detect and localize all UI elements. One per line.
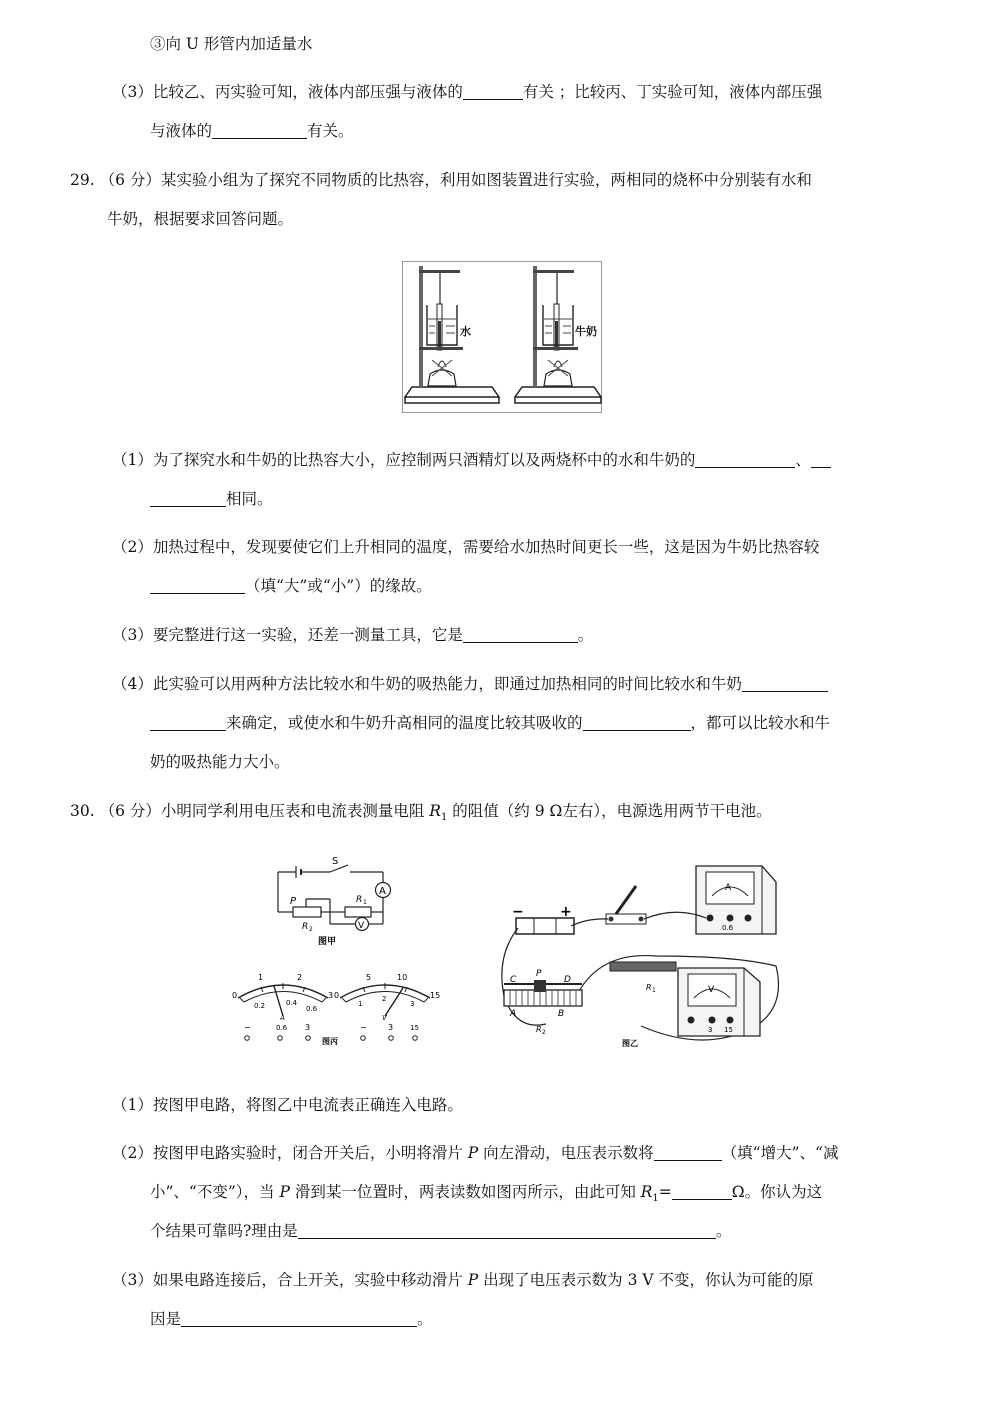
- svg-text:0.2: 0.2: [254, 1002, 266, 1010]
- q29-part1-line2: 相同。: [150, 488, 273, 510]
- q29-part3: （3）要完整进行这一实验，还差一测量工具，它是 。: [112, 626, 594, 644]
- answer-blank[interactable]: [150, 714, 226, 731]
- svg-text:0.6: 0.6: [276, 1024, 288, 1032]
- svg-text:+: +: [560, 904, 572, 920]
- answer-blank[interactable]: [583, 714, 691, 731]
- svg-text:0.6: 0.6: [722, 924, 734, 932]
- answer-blank[interactable]: [811, 451, 831, 468]
- svg-text:A: A: [379, 886, 386, 897]
- svg-text:V: V: [358, 921, 365, 931]
- sliding-rheostat: [504, 969, 582, 1036]
- knife-switch: [606, 886, 646, 924]
- svg-text:15: 15: [430, 991, 441, 1000]
- svg-text:−: −: [244, 1023, 251, 1032]
- svg-text:3: 3: [305, 1023, 311, 1032]
- figure-caption-jia: 图甲: [318, 937, 337, 947]
- svg-text:2: 2: [542, 1029, 546, 1036]
- voltmeter-device: [678, 968, 760, 1036]
- q30-part1: （1）按图甲电路，将图乙中电流表正确连入电路。: [112, 1096, 463, 1114]
- svg-text:0.6: 0.6: [306, 1005, 318, 1013]
- q28-part3-line1: （3）比较乙、丙实验可知，液体内部压强与液体的 有关 ；比较丙、丁实验可知，液体内部压强: [112, 83, 823, 101]
- q30-part2-line1: （2）按图甲电路实验时，闭合开关后，小明将滑片 P 向左滑动，电压表示数将 （填“增大”、“减: [112, 1144, 839, 1162]
- voltmeter-dial: [334, 973, 440, 1040]
- svg-text:1: 1: [258, 973, 264, 982]
- answer-blank[interactable]: [463, 626, 578, 643]
- svg-text:2: 2: [382, 995, 387, 1003]
- svg-text:2: 2: [297, 973, 303, 982]
- figure-caption-bing: 图丙: [322, 1037, 338, 1046]
- wiring-photo-figure: [476, 856, 788, 1056]
- ammeter-needle: [274, 986, 283, 1016]
- svg-text:R: R: [536, 1025, 542, 1034]
- q29-part4-line1: （4）此实验可以用两种方法比较水和牛奶的吸热能力，即通过加热相同的时间比较水和牛奶: [112, 673, 828, 695]
- svg-text:A: A: [725, 883, 732, 893]
- meter-readings-figure: [226, 968, 448, 1048]
- svg-text:V: V: [382, 1014, 387, 1022]
- svg-text:2: 2: [309, 926, 313, 933]
- svg-text:P: P: [536, 969, 542, 979]
- answer-blank[interactable]: [695, 451, 795, 468]
- svg-text:10: 10: [397, 973, 408, 982]
- answer-blank[interactable]: [742, 675, 828, 692]
- answer-blank[interactable]: [654, 1144, 722, 1161]
- heating-apparatus-figure: [402, 261, 602, 413]
- answer-blank[interactable]: [672, 1183, 732, 1200]
- svg-text:−: −: [360, 1023, 367, 1032]
- answer-blank[interactable]: [150, 490, 226, 507]
- svg-text:A: A: [510, 1009, 517, 1019]
- q29-part2-line1: （2）加热过程中，发现要使它们上升相同的温度，需要给水加热时间更长一些，这是因为牛奶比热容较: [112, 538, 820, 556]
- svg-text:R: R: [646, 983, 652, 992]
- ammeter-device: [696, 866, 776, 934]
- svg-text:15: 15: [724, 1026, 733, 1034]
- svg-text:3: 3: [328, 991, 334, 1000]
- answer-blank[interactable]: [298, 1222, 716, 1239]
- svg-text:−: −: [512, 904, 524, 920]
- q29-stem-line1: 29. （6 分）某实验小组为了探究不同物质的比热容，利用如图装置进行实验，两相同的烧杯中分别装有水和: [70, 171, 812, 189]
- svg-text:B: B: [558, 1009, 565, 1019]
- svg-text:R: R: [302, 922, 309, 932]
- svg-text:1: 1: [358, 1000, 363, 1008]
- svg-text:V: V: [708, 985, 715, 995]
- svg-text:1: 1: [363, 899, 367, 906]
- svg-text:3: 3: [708, 1026, 713, 1034]
- answer-blank[interactable]: [150, 577, 245, 594]
- svg-text:15: 15: [410, 1024, 419, 1032]
- label-milk: 牛奶: [575, 325, 597, 338]
- svg-text:P: P: [290, 896, 297, 907]
- svg-text:5: 5: [366, 973, 372, 982]
- svg-text:3: 3: [410, 1000, 415, 1008]
- svg-text:0.4: 0.4: [286, 999, 298, 1007]
- svg-text:R: R: [356, 895, 363, 905]
- q29-stem-line2: 牛奶，根据要求回答问题。: [107, 210, 294, 228]
- label-water: 水: [460, 325, 471, 338]
- answer-blank[interactable]: [212, 122, 307, 139]
- resistor-r1: [345, 907, 371, 917]
- svg-text:0: 0: [232, 991, 238, 1000]
- svg-text:D: D: [564, 975, 571, 985]
- battery-box: [512, 904, 574, 934]
- q28-part3-line2: 与液体的 有关。: [150, 122, 354, 140]
- answer-blank[interactable]: [463, 83, 523, 100]
- ammeter-dial: [232, 973, 333, 1040]
- svg-text:1: 1: [652, 987, 656, 994]
- switch-label: S: [332, 856, 339, 867]
- q29-part4-line3: 奶的吸热能力大小。: [150, 753, 290, 771]
- q28-option-3: ③向 U 形管内加适量水: [150, 35, 313, 53]
- q29-part1-line1: （1）为了探究水和牛奶的比热容大小，应控制两只酒精灯以及两烧杯中的水和牛奶的 、: [112, 449, 831, 471]
- svg-text:0: 0: [334, 991, 340, 1000]
- resistor-r1-device: [610, 962, 676, 994]
- answer-blank[interactable]: [181, 1310, 417, 1327]
- q30-part2-line2: 小”、“不变”），当 P 滑到某一位置时，两表读数如图丙所示，由此可知 $R_1= \Omega$。你认为这: [150, 1183, 823, 1205]
- circuit-diagram: [268, 852, 398, 950]
- svg-text:C: C: [510, 975, 517, 985]
- q30-part3-line1: （3）如果电路连接后，合上开关，实验中移动滑片 P 出现了电压表示数为 3 V 不变，你认为可能的原: [112, 1271, 814, 1289]
- rheostat-r2: [293, 907, 321, 917]
- q29-part4-line2: 来确定，或使水和牛奶升高相同的温度比较其吸收的 ，都可以比较水和牛: [150, 712, 830, 734]
- q29-part2-line2: （填“大”或“小”）的缘故。: [150, 575, 432, 597]
- q30-part2-line3: 个结果可靠吗?理由是 。: [150, 1222, 732, 1240]
- q30-part3-line2: 因是 。: [150, 1310, 433, 1328]
- svg-text:A: A: [280, 1014, 285, 1022]
- q30-stem: 30. （6 分）小明同学利用电压表和电流表测量电阻 $R_1$ 的阻值（约 9 Ω左右），电源选用两节干电池。: [70, 802, 772, 824]
- figure-caption-yi: 图乙: [622, 1039, 638, 1048]
- svg-text:3: 3: [388, 1023, 394, 1032]
